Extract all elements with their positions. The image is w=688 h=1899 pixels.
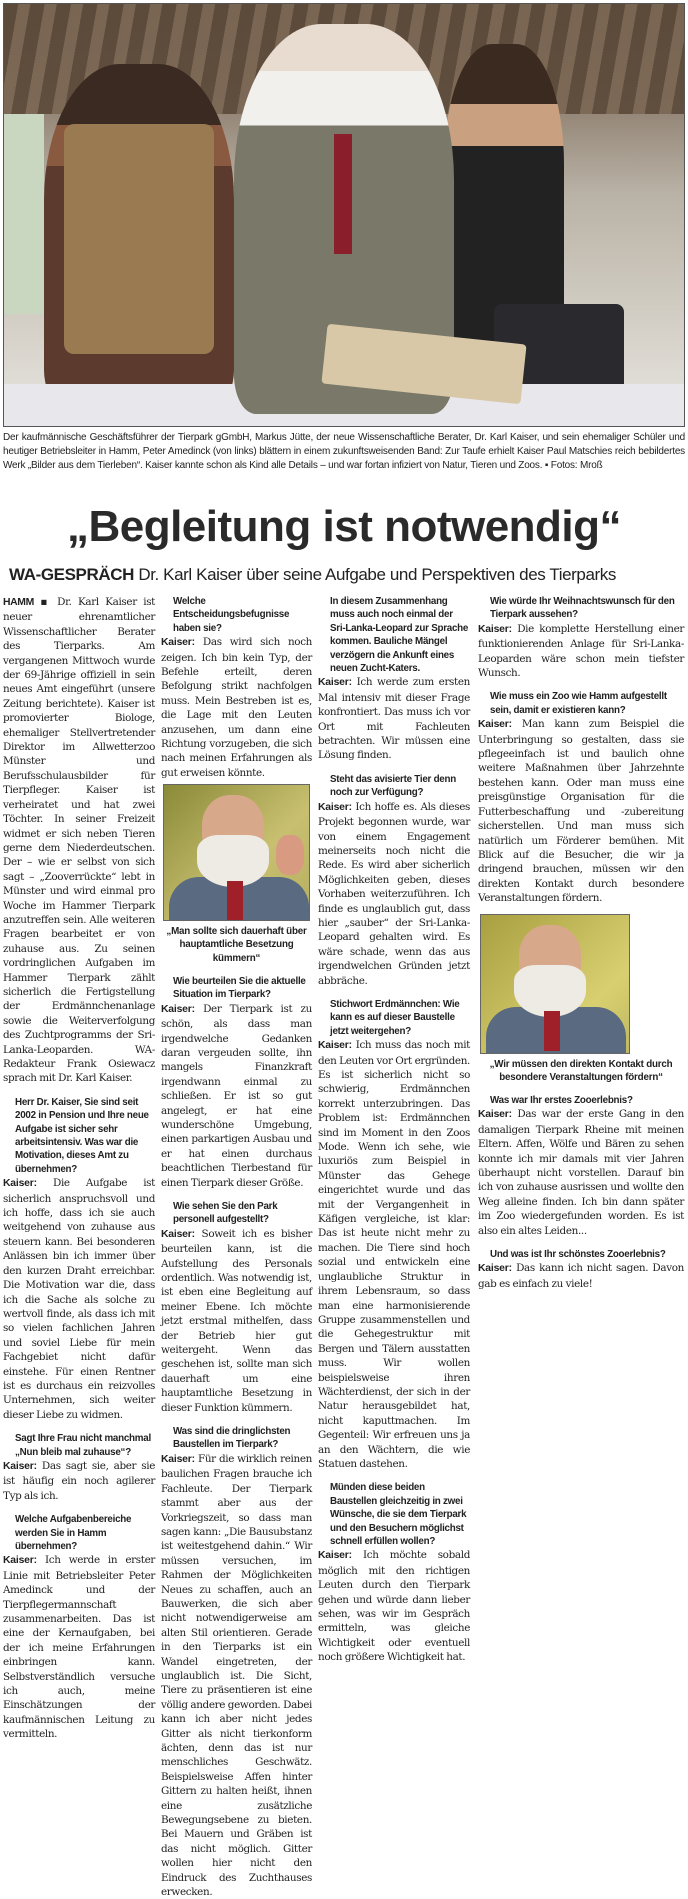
answer-text: Das kann ich nicht sagen. Davon gab es einfach zu viele! — [478, 1262, 684, 1290]
answer — [318, 800, 470, 988]
dateline: HAMM — [3, 597, 34, 608]
answer — [318, 1548, 470, 1664]
speaker-label: Kaiser: — [318, 1550, 352, 1562]
person-peter-amedinck — [444, 44, 564, 344]
pull-quote: „Man sollte sich dauerhaft über hauptamtliche Besetzung kümmern“ — [166, 926, 307, 964]
answer-text: Das wird sich noch zeigen. Ich bin kein Typ, der Befehle erteilt, deren Befolgung strikt nachfolgen muss. Mein Bestreben ist es, die Lage mit den Leuten anzusehen, um dann eine Richtung vorzugeben, die sich nach meinen Erfahrungen als gut erweisen könnte. — [161, 636, 313, 779]
speaker-label: Kaiser: — [3, 1178, 37, 1190]
answer-text: Ich werde in erster Linie mit Betriebsleiter Peter Amedinck und der Tierpflegermannschaft zusammenarbeiten. Das ist eine der Kernaufgaben, bei der ich meine Erfahrungen einbringen kann. Selbstverständlich versuche ich auch, meine Einschätzungen der kaufmännischen Leitung zu vermitteln. — [3, 1554, 156, 1741]
answer-text: Für die wirklich reinen baulichen Fragen brauche ich Fachleute. Der Tierpark stammt aber aus der Vorkriegszeit, so dass man sagen kann: „Die Bausubstanz ist weitestgehend dahin.“ Wir müssen versuchen, im Rahmen der Möglichkeiten Neues zu schaffen, auch an Bauwerken, die sich aber nicht notwendigerweise am alten Stil orientieren. Gerade in den Tierparks ist ein Wandel eingetreten, der unglaublich ist. Die Sicht, Tiere zu präsentieren ist eine völlig andere geworden. Dabei kann ich aber nicht jedes Gitter als nicht tierkonform ächten, denn das ist nur menschliches Geschwätz. Beispielsweise Affen hinter Gittern zu halten heißt, ihnen eine zusätzliche Bewegungsebene zu bieten. Bei Mauern und Gräben ist das nicht möglich. Gitter wollen hier nicht den Eindruck des Zuchthauses erwecken. — [161, 1452, 312, 1899]
answer-text: Soweit ich es bisher beurteilen kann, ist die Aufstellung des Personals ordentlich. Was notwendig ist, ist eben eine Begleitung auf meiner Ebene. Ich möchte jetzt erstmal mithelfen, dass der Betrieb hier gut weitergeht. Wenn das geschehen ist, sollte man sich dauerhaft um eine hauptamtliche Besetzung in dieser Funktion kümmern. — [161, 1227, 313, 1414]
question: Was sind die dringlichsten Baustellen im Tierpark? — [173, 1426, 291, 1451]
answer-text: Ich hoffe es. Als dieses Projekt begonnen wurde, war von einem Engagement meinerseits noch nicht die Rede. Es wird aber sicherlich Möglichkeiten geben, dieses Vorhaben weiterzuführen. Ich finde es unglaublich gut, dass hier „sauber“ der Sri-Lanka-Leopard gehalten wird. Es wäre schade, wenn das aus irgendwelchen Gründen jetzt abbräche. — [318, 800, 470, 987]
column-4 — [478, 595, 684, 1291]
answer — [3, 1459, 155, 1503]
answer-text: Ich werde zum ersten Mal intensiv mit dieser Frage konfrontiert. Das muss ich vor Ort mit Fachleuten betrachten. Wir müssen eine Lösung finden. — [318, 676, 471, 762]
speaker-label: Kaiser: — [478, 623, 512, 635]
speaker-label: Kaiser: — [318, 1040, 352, 1052]
question: Wie beurteilen Sie die aktuelle Situation im Tierpark? — [173, 975, 306, 1001]
answer — [161, 1227, 312, 1415]
answer — [3, 1553, 155, 1741]
answer-text: Die Aufgabe ist sicherlich anspruchsvoll und ich hoffe, dass ich sie auch weitgehend von zuhause aus steuern kann. Bei besonderen Anlässen bin ich immer über den kurzen Draht erreichbar. Die Motivation war die, dass ich die Sache als solche zu wertvoll finde, als dass ich mit so vielen fachlichen Jahren und soviel Liebe für mein Fachgebiet nicht dafür einstehe. Für einen Rentner ist es durchaus ein reizvolles Unternehmen, sich weiter dieser Liebe zu widmen. — [3, 1177, 155, 1421]
answer — [318, 675, 470, 762]
speaker-label: Kaiser: — [3, 1555, 37, 1567]
question: Wie muss ein Zoo wie Hamm aufgestellt sein, damit er existieren kann? — [490, 691, 667, 716]
speaker-label: Kaiser: — [3, 1460, 37, 1472]
subheadline — [9, 564, 688, 586]
question: Welche Aufgabenbereiche werden Sie in Hamm übernehmen? — [15, 1514, 132, 1552]
column-2 — [161, 595, 312, 1899]
speaker-label: Kaiser: — [478, 1263, 512, 1275]
answer — [478, 1261, 684, 1291]
inset-photo-kaiser-portrait — [480, 914, 630, 1054]
speaker-label: Kaiser: — [161, 1453, 195, 1465]
answer-text: Das war der erste Gang in den damaligen Tierpark Rheine mit meinen Eltern. Affen, Wölfe und Bären zu sehen konnte ich mir damals mit vier Jahren überhaupt nicht vorstellen. Darauf bin ich von zuhause ausrissen und wollte den Weg alleine finden. Ich bin dann später im Zoo wiedergefunden worden. Es ist also ein altes Leiden... — [478, 1108, 685, 1237]
answer — [161, 1002, 312, 1190]
question: In diesem Zusammenhang muss auch noch einmal der Sri-Lanka-Leopard zur Sprache kommen. Bauliche Mängel verzögern die Ankunft eines neuen Zucht-Katers. — [330, 596, 469, 675]
photo-caption: Der kaufmännische Geschäftsführer der Tierpark gGmbH, Markus Jütte, der neue Wissenschaftliche Berater, Dr. Karl Kaiser, und sein ehemaliger Schüler und heutiger Betriebsleiter in Hamm, Peter Amedinck (von links) blättern in einem zukunftsweisenden Band: Zur Taufe erhielt Kaiser Paul Matschies reich bebildertes Werk „Bilder aus dem Tierleben“. Kaiser kannte schon als Kind alle Details – und war fortan infiziert von Natur, Tieren und Zoos. ▪ Fotos: Mroß — [3, 432, 685, 471]
answer — [478, 717, 684, 905]
vest — [64, 124, 214, 354]
headline: „Begleitung ist notwendig“ — [66, 502, 622, 551]
answer — [3, 1176, 155, 1422]
answer — [478, 622, 684, 681]
question: Was war Ihr erstes Zooerlebnis? — [490, 1094, 633, 1106]
window — [4, 114, 44, 314]
speaker-label: Kaiser: — [478, 1109, 512, 1121]
speaker-label: Kaiser: — [161, 1228, 195, 1240]
question: Wie sehen Sie den Park personell aufgestellt? — [173, 1200, 278, 1226]
speaker-label: Kaiser: — [478, 719, 512, 731]
answer — [161, 1452, 312, 1899]
answer-text: Man kann zum Beispiel die Unterbringung so gestalten, dass sie pflegeeinfach ist und baulich ohne weitere Maßnahmen über Jahrzehnte bestehen kann. Oder man muss eine preisgünstige Organisation für die Futterbeschaffung und -zubereitung sicherstellen. Und man muss sich natürlich um Förderer bemühen. Mit Blick auf die Besucher, die wir ja dringend brauchen, müssen wir den direkten Kontakt durch besondere Veranstaltungen fördern. — [478, 718, 684, 905]
intro-text: Dr. Karl Kaiser ist neuer ehrenamtlicher Wissenschaftlicher Berater des Tierparks. Am vergangenen Mittwoch wurde der 69-Jährige offiziell in sein neues Amt eingeführt (unsere Zeitung berichtete). Kaiser ist promovierter Biologe, ehemaliger Stellvertretender Direktor im Allwetterzoo Münster und Berufsschulausbilder für Tierpfleger. Kaiser ist verheiratet und hat zwei Töchter. In seiner Freizeit widmet er sich neben Tieren gerne dem Niederdeutschen. Der – wie er selbst von sich sagt – „Zooverrückte“ lebt in Münster und wird einmal pro Woche im Hammer Tierpark anzutreffen sein. Alle weiteren Fragen bearbeitet er von zuhause aus. Zu seinen vordringlichen Aufgaben im Hammer Tierpark zählt sicherlich die Fertigstellung der Erdmännchenanlage sowie die Weiterverfolgung des Zuchtprogramms der Sri-Lanka-Leoparden. WA-Redakteur Frank Osiewacz sprach mit Dr. Karl Kaiser. — [3, 596, 156, 1085]
intro-paragraph — [3, 595, 155, 1086]
tie — [334, 134, 352, 254]
subheadline-text: Dr. Karl Kaiser über seine Aufgabe und Perspektiven des Tierparks — [134, 565, 616, 584]
kicker: WA-GESPRÄCH — [9, 565, 134, 584]
answer-text: Das sagt sie, aber sie ist häufig ein noch agilerer Typ als ich. — [3, 1459, 155, 1502]
main-photo — [3, 3, 685, 427]
column-3 — [318, 595, 470, 1665]
question: Steht das avisierte Tier denn noch zur Verfügung? — [330, 773, 456, 799]
answer-text: Ich möchte sobald möglich mit den richtigen Leuten durch den Tierpark gehen und würde dann lieber sehen, was wir im Gespräch ermitteln, was gleiche Wichtigkeit oder eventuell noch größere Wichtigkeit hat. — [318, 1549, 471, 1664]
answer-text: Die komplette Herstellung einer funktionierenden Anlage für Sri-Lanka-Leoparden wäre schon mein tiefster Wunsch. — [478, 622, 685, 680]
question: Münden diese beiden Baustellen gleichzeitig in zwei Wünsche, die sie dem Tierpark und den Besuchern möglichst schnell erfüllen wollen? — [330, 1482, 467, 1547]
inset-photo-kaiser — [163, 784, 310, 921]
answer-text: Ich muss das noch mit den Leuten vor Ort ergründen. Es ist sicherlich nicht so schwierig, Erdmännchen korrekt unterzubringen. Das Problem ist: Erdmännchen sind im Moment in den Zoos Mode. Wenn ich sehe, wie luxuriös zum Beispiel in Münster das Gehege eingerichtet wurde und das mit der Vergangenheit in Käfigen vergleiche, ist klar: Das ist heute nicht mehr zu machen. Die Tiere sind hoch sozial und entwickeln eine unglaubliche Struktur in ihrem Lebensraum, so dass man eine harmonisierende Gruppe zusammenstellen und die Gehegestruktur mit Bergen und Tälern ausstatten muss. Wir wollen beispielsweise ihren Wächterdienst, der sich in der Natur herausgebildet hat, nicht kaputtmachen. Im Gegenteil: Wir erfreuen uns ja an den Wächtern, die wie Statuen dastehen. — [318, 1039, 470, 1470]
answer — [161, 635, 312, 780]
answer — [478, 1107, 684, 1238]
speaker-label: Kaiser: — [161, 1003, 195, 1015]
column-1 — [3, 595, 155, 1742]
speaker-label: Kaiser: — [161, 637, 195, 649]
question: Sagt Ihre Frau nicht manchmal „Nun bleib mal zuhause“? — [15, 1433, 151, 1458]
answer-text: Der Tierpark ist zu schön, als dass man irgendwelche Gedanken daran vergeuden sollte, ihn mangels Finanzkraft irgendwann einmal zu schließen. Er ist so gut angelegt, er hat eine wunderschöne Umgebung, einen parkartigen Ausbau und er hat einen durchaus beachtlichen Tierbestand für einen Tierpark dieser Größe. — [161, 1002, 312, 1189]
question: Welche Entscheidungsbefugnisse haben sie? — [173, 596, 290, 634]
speaker-label: Kaiser: — [318, 801, 352, 813]
question: Wie würde Ihr Weihnachtswunsch für den Tierpark aussehen? — [490, 596, 675, 621]
question: Stichwort Erdmännchen: Wie kann es auf dieser Baustelle jetzt weitergehen? — [330, 998, 460, 1037]
question: Und was ist Ihr schönstes Zooerlebnis? — [490, 1249, 666, 1260]
pull-quote: „Wir müssen den direkten Kontakt durch besondere Veranstaltungen fördern“ — [489, 1058, 673, 1083]
question: Herr Dr. Kaiser, Sie sind seit 2002 in Pension und Ihre neue Aufgabe ist sicher sehr arbeitsintensiv. Was war die Motivation, dieses Amt zu übernehmen? — [15, 1096, 149, 1175]
answer — [318, 1038, 470, 1471]
person-markus-juette — [44, 64, 234, 404]
speaker-label: Kaiser: — [318, 677, 352, 689]
dateline-separator: ▪ — [33, 596, 58, 608]
